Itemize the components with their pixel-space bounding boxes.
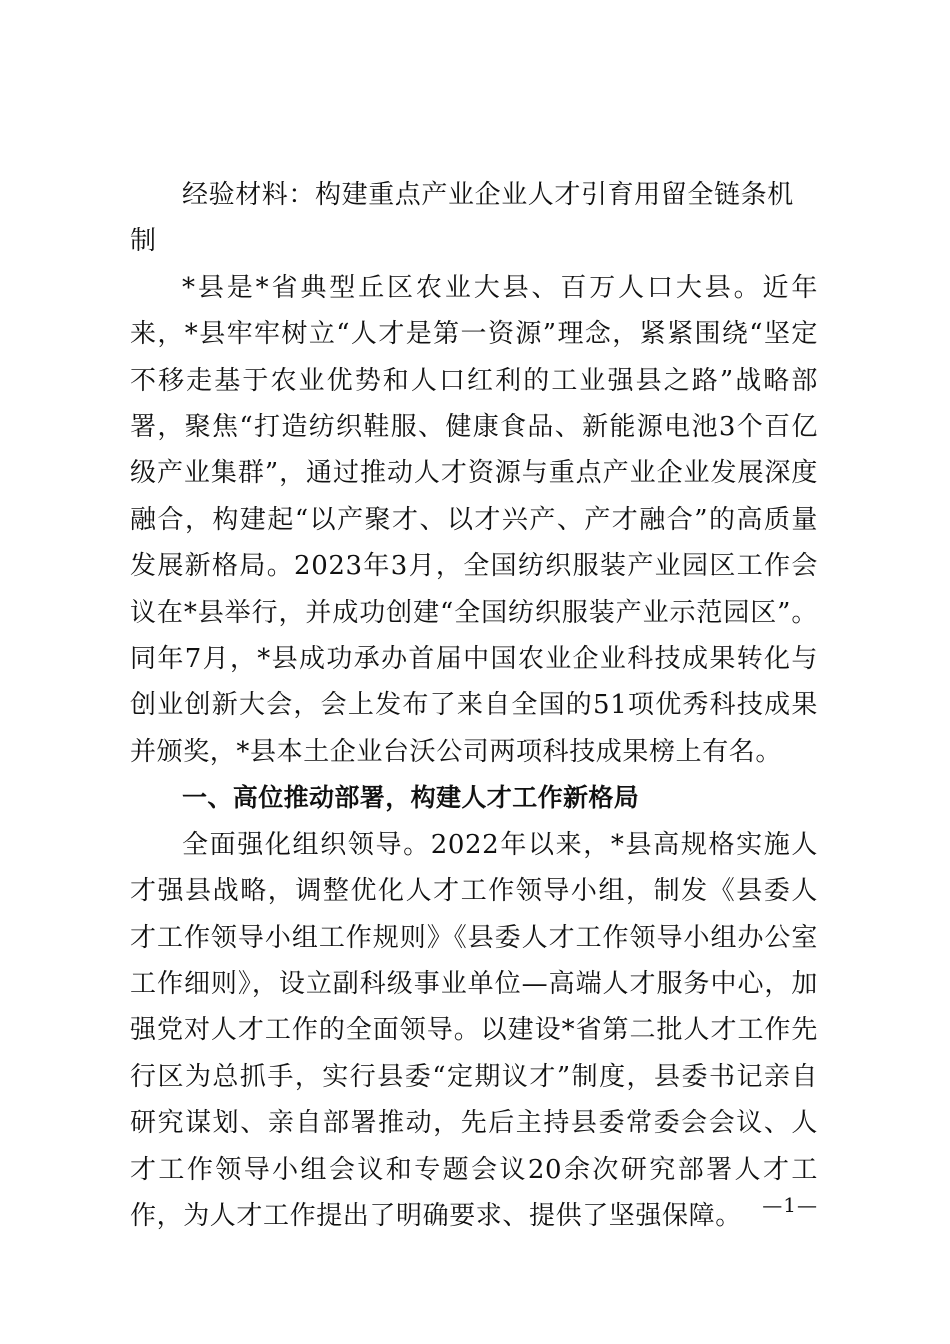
page-number: —1— xyxy=(762,1193,818,1217)
document-title: 经验材料：构建重点产业企业人才引育用留全链条机制 xyxy=(130,180,794,257)
section-heading: 一、高位推动部署，构建人才工作新格局 xyxy=(182,783,640,813)
section-paragraph: 全面强化组织领导。2022年以来，*县高规格实施人才强县战略，调整优化人才工作领导小组，制发《县委人才工作领导小组工作规则》《县委人才工作领导小组办公室工作细则》，设立副科级事业单位—高端人才服务中心，加强党对人才工作的全面领导。以建设*省第二批人才工作先行区为总抓手，实行县委“定期议才”制度，县委书记亲自研究谋划、亲自部署推动，先后主持县委常委会会议、人才工作领导小组会议和专题会议20余次研究部署人才工作，为人才工作提出了明确要求、提供了坚强保障。 xyxy=(130,829,818,1231)
document-body xyxy=(130,172,818,1239)
intro-paragraph: *县是*省典型丘区农业大县、百万人口大县。近年来，*县牢牢树立“人才是第一资源”理念，紧紧围绕“坚定不移走基于农业优势和人口红利的工业强县之路”战略部署，聚焦“打造纺织鞋服、健康食品、新能源电池3个百亿级产业集群”，通过推动人才资源与重点产业企业发展深度融合，构建起“以产聚才、以才兴产、产才融合”的高质量发展新格局。2023年3月，全国纺织服装产业园区工作会议在*县举行，并成功创建“全国纺织服装产业示范园区”。同年7月，*县成功承办首届中国农业企业科技成果转化与创业创新大会，会上发布了来自全国的51项优秀科技成果并颁奖，*县本土企业台沃公司两项科技成果榜上有名。 xyxy=(130,272,818,767)
